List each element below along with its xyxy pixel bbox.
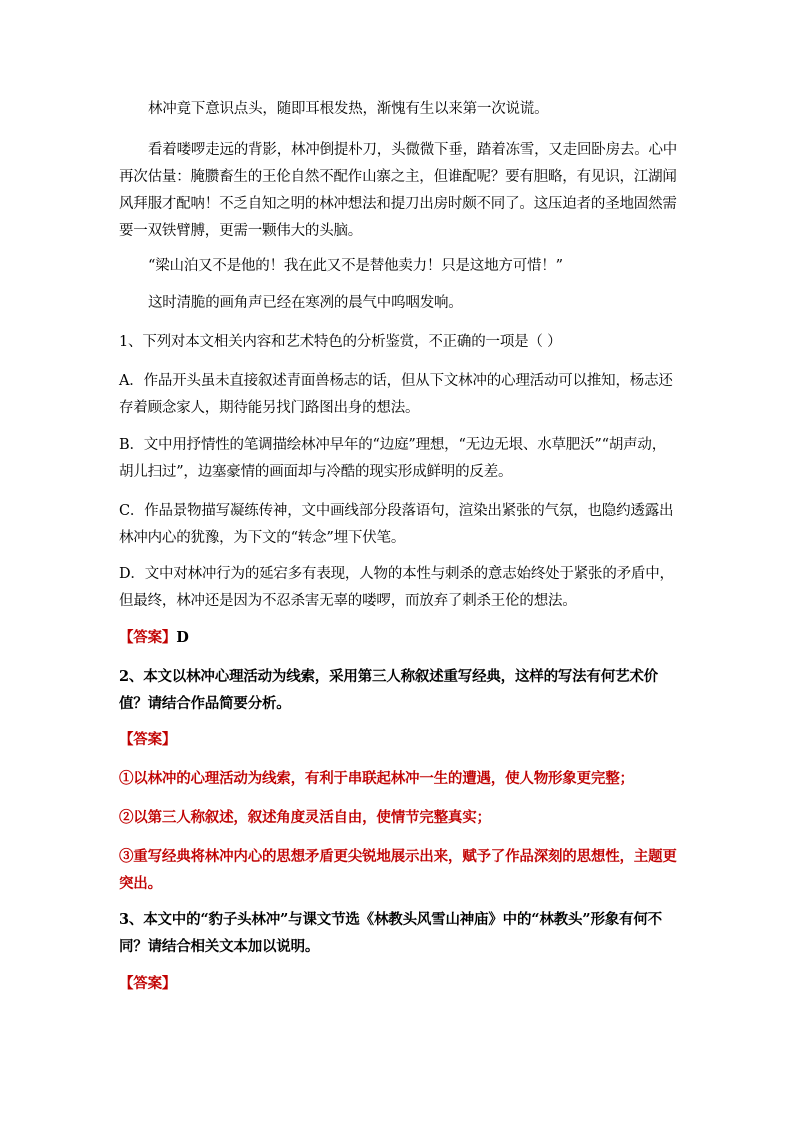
question-1-option-b: B．文中用抒情性的笔调描绘林冲早年的“边庭”理想，“无边无垠、水草肥沃”“胡声动，胡儿扫过”，边塞豪情的画面却与冷酷的现实形成鲜明的反差。 (119, 437, 667, 480)
answer-value: D (176, 629, 189, 646)
passage-paragraph-2: 看着喽啰走远的背影，林冲倒提朴刀，头微微下垂，踏着冻雪，又走回卧房去。心中再次估量：腌臜畜生的王伦自然不配作山寨之主，但谁配呢？要有胆略，有见识，江湖闻风拜服才配呐！不乏自知之明的林冲想法和提刀出房时颇不同了。这压迫者的圣地固然需要一双铁臂膊，更需一颗伟大的头脑。 (119, 142, 678, 239)
question-2-stem: 2、本文以林冲心理活动为线索，采用第三人称叙述重写经典，这样的写法有何艺术价值？请结合作品简要分析。 (119, 668, 658, 712)
question-1-answer (119, 624, 679, 652)
question-1-option-d: D．文中对林冲行为的延宕多有表现，人物的本性与刺杀的意志始终处于紧张的矛盾中，但最终，林冲还是因为不忍杀害无辜的喽啰，而放弃了刺杀王伦的想法。 (119, 566, 674, 609)
passage-paragraph-1: 林冲竟下意识点头，随即耳根发热，渐愧有生以来第一次说谎。 (148, 101, 549, 117)
answer-label: 【答案】 (119, 629, 177, 646)
question-2-point-3: ③重写经典将林冲内心的思想矛盾更尖锐地展示出来，赋予了作品深刻的思想性，主题更突出。 (119, 848, 677, 892)
question-1-option-a: A．作品开头虽未直接叙述青面兽杨志的话，但从下文林冲的心理活动可以推知，杨志还存着顾念家人，期待能另找门路图出身的想法。 (119, 373, 673, 416)
question-3-answer-label: 【答案】 (119, 975, 177, 992)
question-2-point-1: ①以林冲的心理活动为线索，有利于串联起林冲一生的遭遇，使人物形象更完整； (119, 770, 634, 787)
passage-paragraph-4: 这时清脆的画角声已经在寒冽的晨气中呜咽发响。 (148, 295, 463, 311)
question-1-option-c: C．作品景物描写凝练传神，文中画线部分段落语句，渲染出紧张的气氛，也隐约透露出林冲内心的犹豫，为下文的“转念”埋下伏笔。 (119, 503, 674, 546)
question-2-answer-label: 【答案】 (119, 731, 177, 748)
question-3-stem: 3、本文中的“豹子头林冲”与课文节选《林教头风雪山神庙》中的“林教头”形象有何不同？请结合相关文本加以说明。 (119, 911, 662, 955)
passage-quote: “梁山泊又不是他的！我在此又不是替他卖力！只是这地方可惜！” (148, 258, 563, 274)
question-2-point-2: ②以第三人称叙述，叙述角度灵活自由，使情节完整真实； (119, 809, 491, 826)
question-1-stem: 1、下列对本文相关内容和艺术特色的分析鉴赏，不正确的一项是（ ） (119, 334, 562, 350)
